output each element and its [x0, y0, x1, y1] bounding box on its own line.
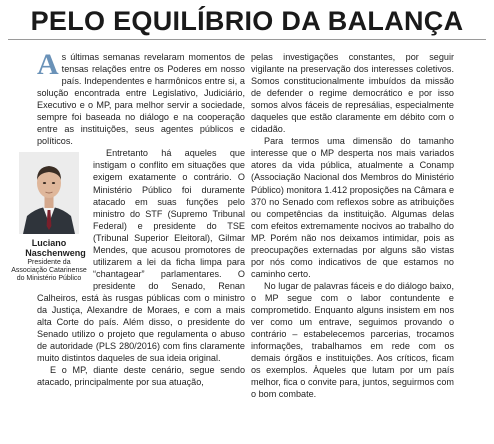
author-photo	[19, 152, 79, 234]
author-role: Presidente da Associação Catarinense do Ministério Público	[11, 259, 87, 282]
left-column	[11, 48, 245, 388]
paragraph-text: s últimas semanas revelaram momentos de tensas relações entre os Poderes em nosso país. Independentes e harmônicos entre si, a solução encontrada entre Legislativo, Judiciário, Executivo e o MP, para melhor servir a sociedade, sempre foi baseada no diálogo e na cooperação entre as instituições, seus agentes públicos e políticos.	[37, 52, 245, 147]
paragraph	[11, 147, 245, 364]
paragraph: No lugar de palavras fáceis e do diálogo baixo, o MP segue com o labor contundente e comprometido. Enquanto alguns insistem em nos ver como um entrave, seguimos provando o contrário – estabelecemos parcerias, trocamos informações, trabalhamos em rede com os demais órgãos e instituições. Aos críticos, ficam os exemplos. Àqueles que lutam por um país melhor, fica o convite para, juntos, seguirmos com o bom combate.	[251, 280, 454, 400]
paragraph	[37, 48, 245, 147]
paragraph: Para termos uma dimensão do tamanho interesse que o MP desperta nos mais variados atores da vida pública, atualmente a Conamp (Associação Nacional dos Membros do Ministério Público) monitora 1.412 proposições na Câmara e 370 no Senado com reflexos sobre as atribuições ou competências da instituição. Algumas delas com efeitos extremamente nocivos ao trabalho do MP. Porém não nos deixamos intimidar, pois as preocupações externadas por alguns são vistas por nós como indicativos de que estamos no caminho certo.	[251, 136, 454, 279]
author-box	[10, 152, 88, 282]
paragraph: pelas investigações constantes, por seguir vigilante na preservação dos interesses coletivos. Somos constitucionalmente imbuídos da missão de defender o regime democrático e por isso somos alvos fáceis de represálias, especialmente daqueles que estão claramente em débito com o cidadão.	[251, 52, 454, 135]
author-name-line2: Naschenweng	[25, 248, 86, 259]
right-column	[251, 51, 454, 400]
headline: PELO EQUILÍBRIO DA BALANÇA	[30, 6, 464, 36]
drop-cap: A	[37, 48, 59, 81]
paragraph: E o MP, diante deste cenário, segue sendo atacado, principalmente por sua atuação,	[37, 365, 245, 388]
paragraph-text: Entretanto há aqueles que instigam o conflito em situações que exigem exatamente o contrário. O Ministério Público foi duramente atacado em suas funções pelo ministro do STF (Supremo Tribunal Federal) e presidente do TSE (Tribunal Superior Eleitoral), Gilmar Mendes, que acusou promotores de utilizarem a lei da ficha limpa para “chantagear” parlamentares. O presidente do Senado, Renan Calheiros, está às rusgas públicas com o ministro da Justiça, Alexandre de Moraes, e com a mais alta Corte do país. Além disso, o presidente do Senado utilizo o projeto que regulamenta o abuso de autoridade (PLS 280/2016) com fins claramente muito distintos daqueles de sua ideia original.	[37, 148, 245, 364]
headline-divider	[8, 39, 486, 40]
author-name-line1: Luciano	[31, 238, 67, 249]
